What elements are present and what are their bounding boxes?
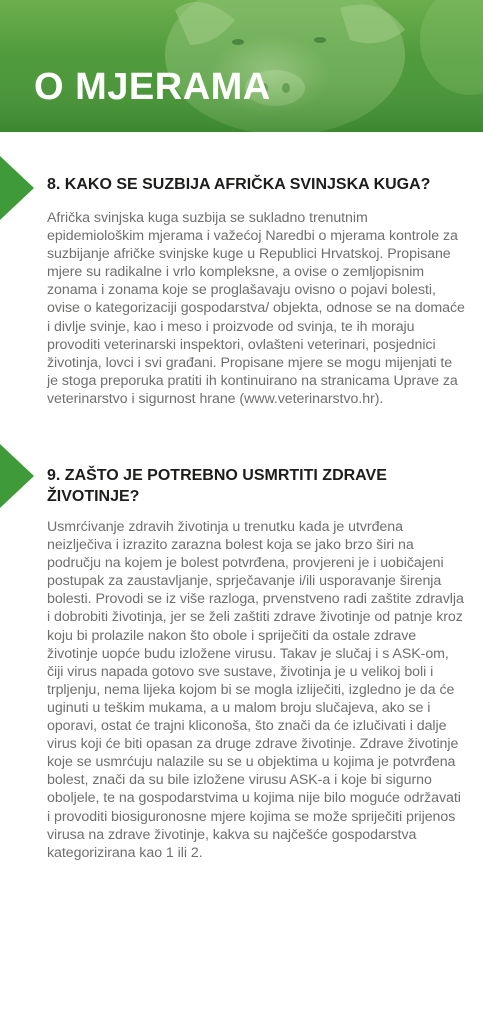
section-question-9 bbox=[47, 465, 465, 862]
section-question-8 bbox=[47, 174, 465, 408]
question-heading: 8. KAKO SE SUZBIJA AFRIČKA SVINJSKA KUGA? bbox=[47, 176, 431, 193]
page-title: O MJERAMA bbox=[34, 66, 271, 108]
arrow-right-triangle-icon bbox=[0, 156, 34, 220]
question-heading: 9. ZAŠTO JE POTREBNO USMRTITI ZDRAVE ŽIVOTINJE? bbox=[47, 467, 387, 505]
arrow-right-triangle-icon bbox=[0, 444, 34, 508]
header-banner bbox=[0, 0, 483, 132]
answer-text: Afrička svinjska kuga suzbija se sukladno trenutnim epidemiološkim mjerama i važećoj Naredbi o mjerama kontrole za suzbijanje afričke svinjske kuge u Republici Hrvatskoj. Propisane mjere su radikalne i vrlo kompleksne, a ovise o zemljopisnim zonama i zonama koje se proglašavaju ovisno o pojavi bolesti, ovise o kategorizaciji gospodarstva/ objekta, odnose se na domaće i divlje svinje, kao i meso i proizvode od svinja, te ih moraju provoditi veterinarski inspektori, ovlašteni veterinari, posjednici životinja, lovci i svi građani. Propisane mjere se mogu mijenjati te je stoga preporuka pratiti ih kontinuirano na stranicama Uprave za veterinarstvo i sigurnost hrane (www.veterinarstvo.hr). bbox=[47, 210, 465, 407]
answer-text: Usmrćivanje zdravih životinja u trenutku kada je utvrđena neizlječiva i izrazito zarazna bolest koja se jako brzo širi na području na kojem je bolest potvrđena, provjereni je i uobičajeni postupak za zaustavljanje, sprječavanje i/ili usporavanje širenja bolesti. Provodi se iz više razloga, prvenstveno radi zaštite zdravlja i dobrobiti životinja, jer se želi zaštiti zdrave životinje od patnje kroz koju bi prolazile nakon što obole i spriječiti da ostale zdrave životinje uopće budu izložene virusu. Takav je slučaj i s ASK-om, čiji virus napada gotovo sve sustave, životinja je u velikoj boli i trpljenju, nema lijeka kojom bi se mogla izliječiti, izgledno je da će uginuti u teškim mukama, a u malom broju slučajeva, ako se i oporavi, ostat će trajni kliconoša, što znači da će izlučivati i dalje virus koji će biti opasan za druge zdrave životinje. Zdrave životinje koje se usmrćuju nalazile su se u objektima u kojima je potvrđena bolest, znači da su bile izložene virusu ASK-a i koje bi sigurno oboljele, te na gospodarstvima u kojima nije bilo moguće održavati i provoditi biosiguronosne mjere kojima se može spriječiti prijenos virusa na zdrave životinje, kakva su najčešće gospodarstva kategorizirana kao 1 ili 2. bbox=[47, 519, 464, 861]
